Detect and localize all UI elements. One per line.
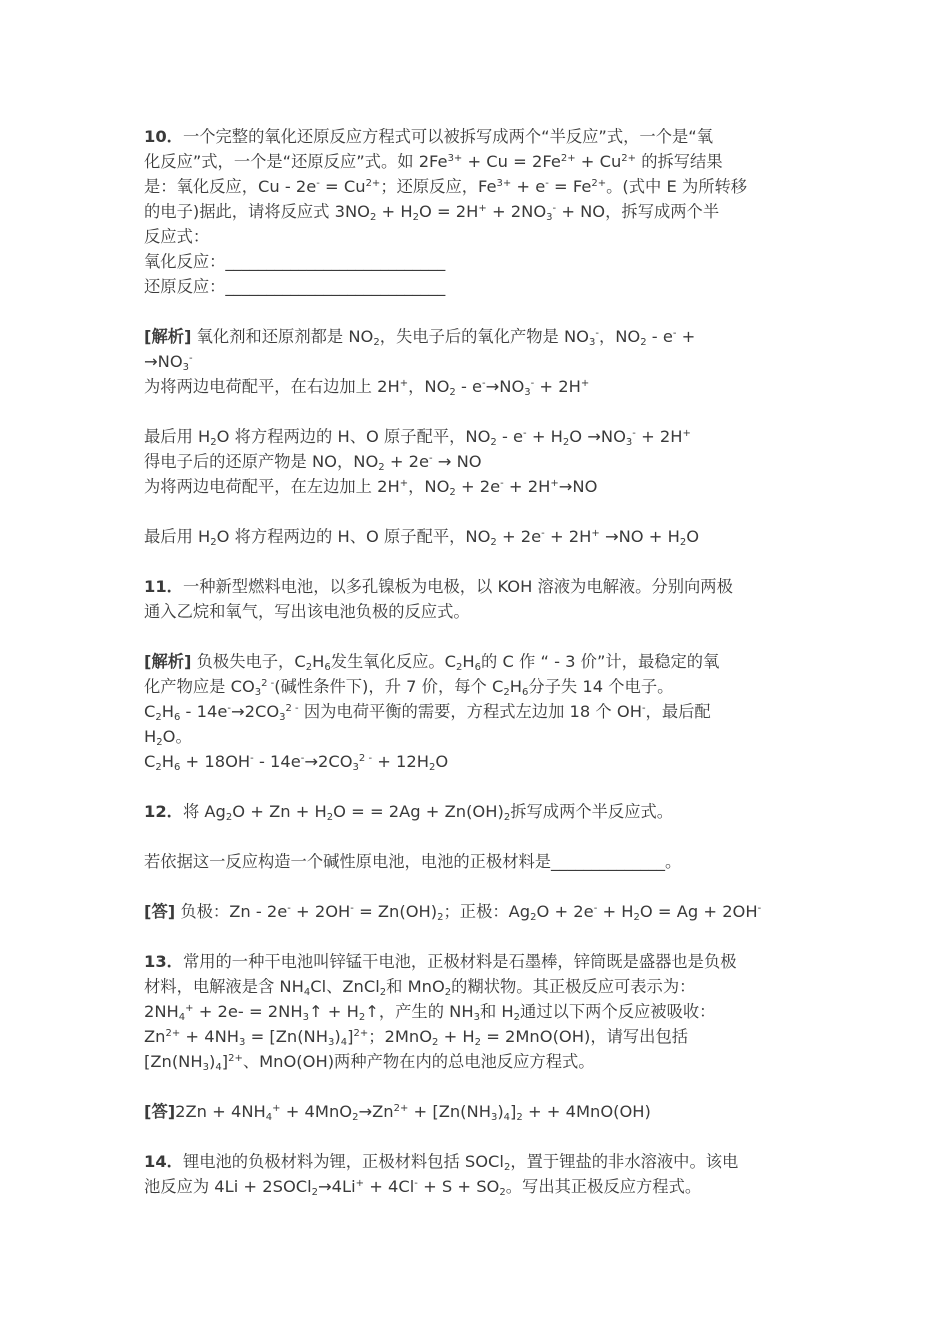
a10-line-7: 最后用 $H_2O$ 将方程两边的 H、O 原子配平，$NO_2 + 2e^- + 2H^+ \to NO + H_2O$	[144, 527, 700, 548]
a10-line-2: $\to NO_3^-$	[144, 352, 193, 373]
a10-line-5: 得电子后的还原产物是 NO，$NO_2 + 2e^-$ → NO	[144, 452, 482, 473]
q13-line-3: $2NH_4^+ + 2e-$ = $2NH_3↑$ + $H_2↑$，产生的 $NH_3$和 $H_2$通过以下两个反应被吸收：	[144, 1002, 716, 1023]
a11-line-1: [解析] 负极失电子，$C_2H_6$发生氧化反应。$C_2H_6$的 C 作 “ - 3 价”计，最稳定的氧	[144, 652, 720, 673]
question-number: 12．	[144, 802, 183, 821]
a10-line-4: 最后用 $H_2O$ 将方程两边的 H、O 原子配平，$NO_2 - e^- + H_2O \to NO_3^- + 2H^+$	[144, 427, 691, 448]
q10-reduction-blank: 还原反应：___________________________	[144, 277, 446, 296]
q13-line-1: 13．常用的一种干电池叫锌锰干电池，正极材料是石墨棒，锌筒既是盛器也是负极	[144, 952, 737, 971]
a11-line-5: $C_2H_6 + 18OH^- - 14e^-\to 2CO_3^{2 -} + 12H_2O$	[144, 752, 449, 773]
q11-line-1: 11．一种新型燃料电池，以多孔镍板为电极，以 KOH 溶液为电解液。分别向两极	[144, 577, 733, 596]
a11-line-2: 化产物应是 $CO_3^{2 -}$(碱性条件下)，升 7 价，每个 $C_2H_6$分子失 14 个电子。	[144, 677, 674, 698]
q12-line-2: 若依据这一反应构造一个碱性原电池，电池的正极材料是______________。	[144, 852, 682, 871]
answer-tag: [答]	[144, 1102, 176, 1121]
answer-tag: [答]	[144, 902, 176, 921]
q11-line-2: 通入乙烷和氧气，写出该电池负极的反应式。	[144, 602, 470, 621]
analysis-tag: [解析]	[144, 327, 192, 346]
q12-line-1: 12．将 $Ag_2O + Zn + H_2O$ = = $2Ag + Zn(OH)_2$拆写成两个半反应式。	[144, 802, 674, 823]
q10-line-1: 10．一个完整的氧化还原反应方程式可以被拆写成两个“半反应”式，一个是“氧	[144, 127, 713, 146]
q10-line-5: 反应式：	[144, 227, 210, 246]
a12-line: [答] 负极：$Zn - 2e^- + 2OH^- = Zn(OH)_2$；正极：$Ag_2O + 2e^- + H_2O = Ag + 2OH^-$	[144, 902, 762, 923]
q14-line-2: 池反应为 4Li + 2SOCl$_2$→4Li+ + $4Cl^- + S + SO_2$。写出其正极反应方程式。	[144, 1177, 702, 1198]
question-number: 13．	[144, 952, 183, 971]
q10-line-4: 的电子)据此，请将反应式 $3NO_2 + H_2O = 2H^+ + 2NO_3^-$ + NO，拆写成两个半	[144, 202, 720, 223]
q10-line-3: 是：氧化反应，$Cu - 2e^- = Cu^{2+}$；还原反应，$Fe^{3+} + e^- = Fe^{2+}$。(式中 E 为所转移	[144, 177, 748, 196]
a10-line-6: 为将两边电荷配平，在左边加上 2H+，$NO_2 + 2e^- + 2H^+\to NO$	[144, 477, 598, 498]
q10-oxidation-blank: 氧化反应：___________________________	[144, 252, 446, 271]
a10-line-3: 为将两边电荷配平，在右边加上 2H+，$NO_2 - e^-\to NO_3^- + 2H^+$	[144, 377, 590, 398]
analysis-tag: [解析]	[144, 652, 192, 671]
q13-line-2: 材料，电解液是含 $NH_4Cl$、ZnCl$_2$和 MnO$_2$的糊状物。其正极反应可表示为：	[144, 977, 696, 998]
document-page	[144, 124, 814, 1199]
q13-line-4: $Zn^{2+} + 4NH_3 = [Zn(NH_3)_4]^{2+}$；$2MnO_2 + H_2 = 2MnO(OH)$，请写出包括	[144, 1027, 689, 1048]
q10-line-2: 化反应”式，一个是“还原反应”式。如 $2Fe^{3+} + Cu = 2Fe^{2+} + Cu^{2+}$ 的拆写结果	[144, 152, 723, 171]
a11-line-3: $C_2H_6 - 14e^-\to 2CO_3^{2 -}$ 因为电荷平衡的需要，方程式左边加 18 个 OH-，最后配	[144, 702, 711, 723]
question-number: 14．	[144, 1152, 183, 1171]
a13-line: [答]$2Zn + 4NH_4^+ + 4MnO_2\to Zn^{2+} + [Zn(NH_3)_4]_2$ + + 4MnO(OH)	[144, 1102, 651, 1123]
a11-line-4: $H_2O$。	[144, 727, 192, 748]
q14-line-1: 14．锂电池的负极材料为锂，正极材料包括 SOCl$_2$，置于锂盐的非水溶液中。该电	[144, 1152, 739, 1173]
a10-line-1: [解析] 氧化剂和还原剂都是 $NO_2$，失电子后的氧化产物是 $NO_3^-$，$NO_2 - e^-$ +	[144, 327, 696, 348]
question-number: 11．	[144, 577, 183, 596]
question-number: 10．	[144, 127, 183, 146]
q13-line-5: $[Zn(NH_3)_4]^{2+}$、MnO(OH)两种产物在内的总电池反应方程式。	[144, 1052, 595, 1073]
